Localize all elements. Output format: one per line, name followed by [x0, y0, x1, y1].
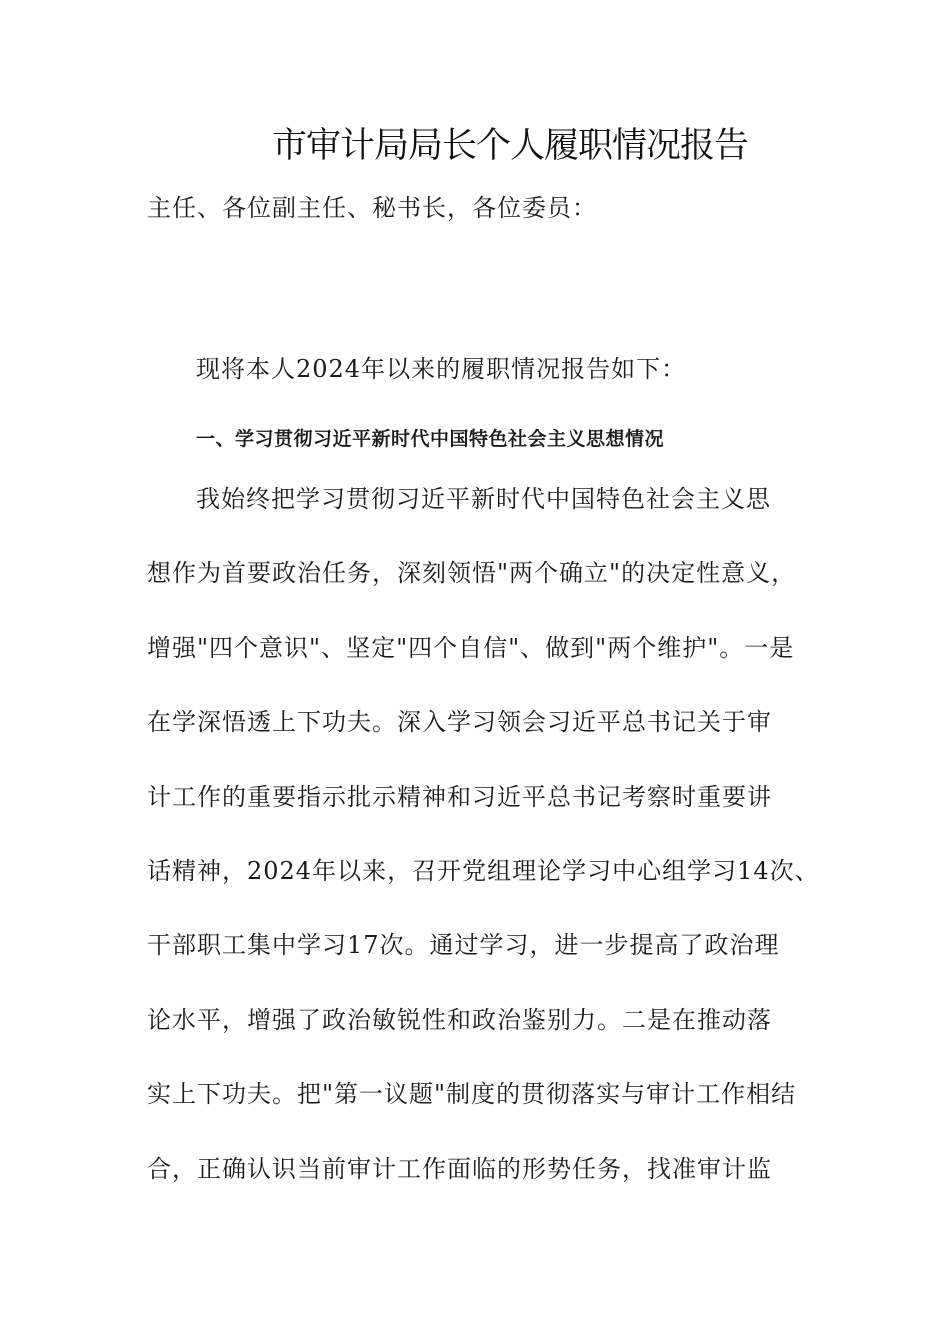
- body-line: 论水平，增强了政治敏锐性和政治鉴别力。二是在推动落: [147, 1006, 772, 1034]
- body-line: 计工作的重要指示批示精神和习近平总书记考察时重要讲: [147, 783, 772, 811]
- intro-paragraph: 现将本人2024年以来的履职情况报告如下：: [196, 355, 687, 383]
- body-line: 我始终把学习贯彻习近平新时代中国特色社会主义思: [196, 485, 771, 513]
- body-line: 增强"四个意识"、坚定"四个自信"、做到"两个维护"。一是: [147, 634, 795, 662]
- body-line: 在学深悟透上下功夫。深入学习领会习近平总书记关于审: [147, 708, 772, 736]
- body-line: 想作为首要政治任务，深刻领悟"两个确立"的决定性意义，: [147, 559, 797, 587]
- document-title: 市审计局局长个人履职情况报告: [271, 126, 748, 166]
- body-line: 话精神，2024年以来，召开党组理论学习中心组学习14次、: [147, 857, 820, 885]
- body-line: 合，正确认识当前审计工作面临的形势任务，找准审计监: [147, 1155, 772, 1183]
- salutation: 主任、各位副主任、秘书长，各位委员：: [147, 194, 597, 222]
- body-line: 实上下功夫。把"第一议题"制度的贯彻落实与审计工作相结: [147, 1080, 797, 1108]
- section-heading: 一、学习贯彻习近平新时代中国特色社会主义思想情况: [196, 428, 665, 450]
- body-line: 干部职工集中学习17次。通过学习，进一步提高了政治理: [147, 931, 780, 959]
